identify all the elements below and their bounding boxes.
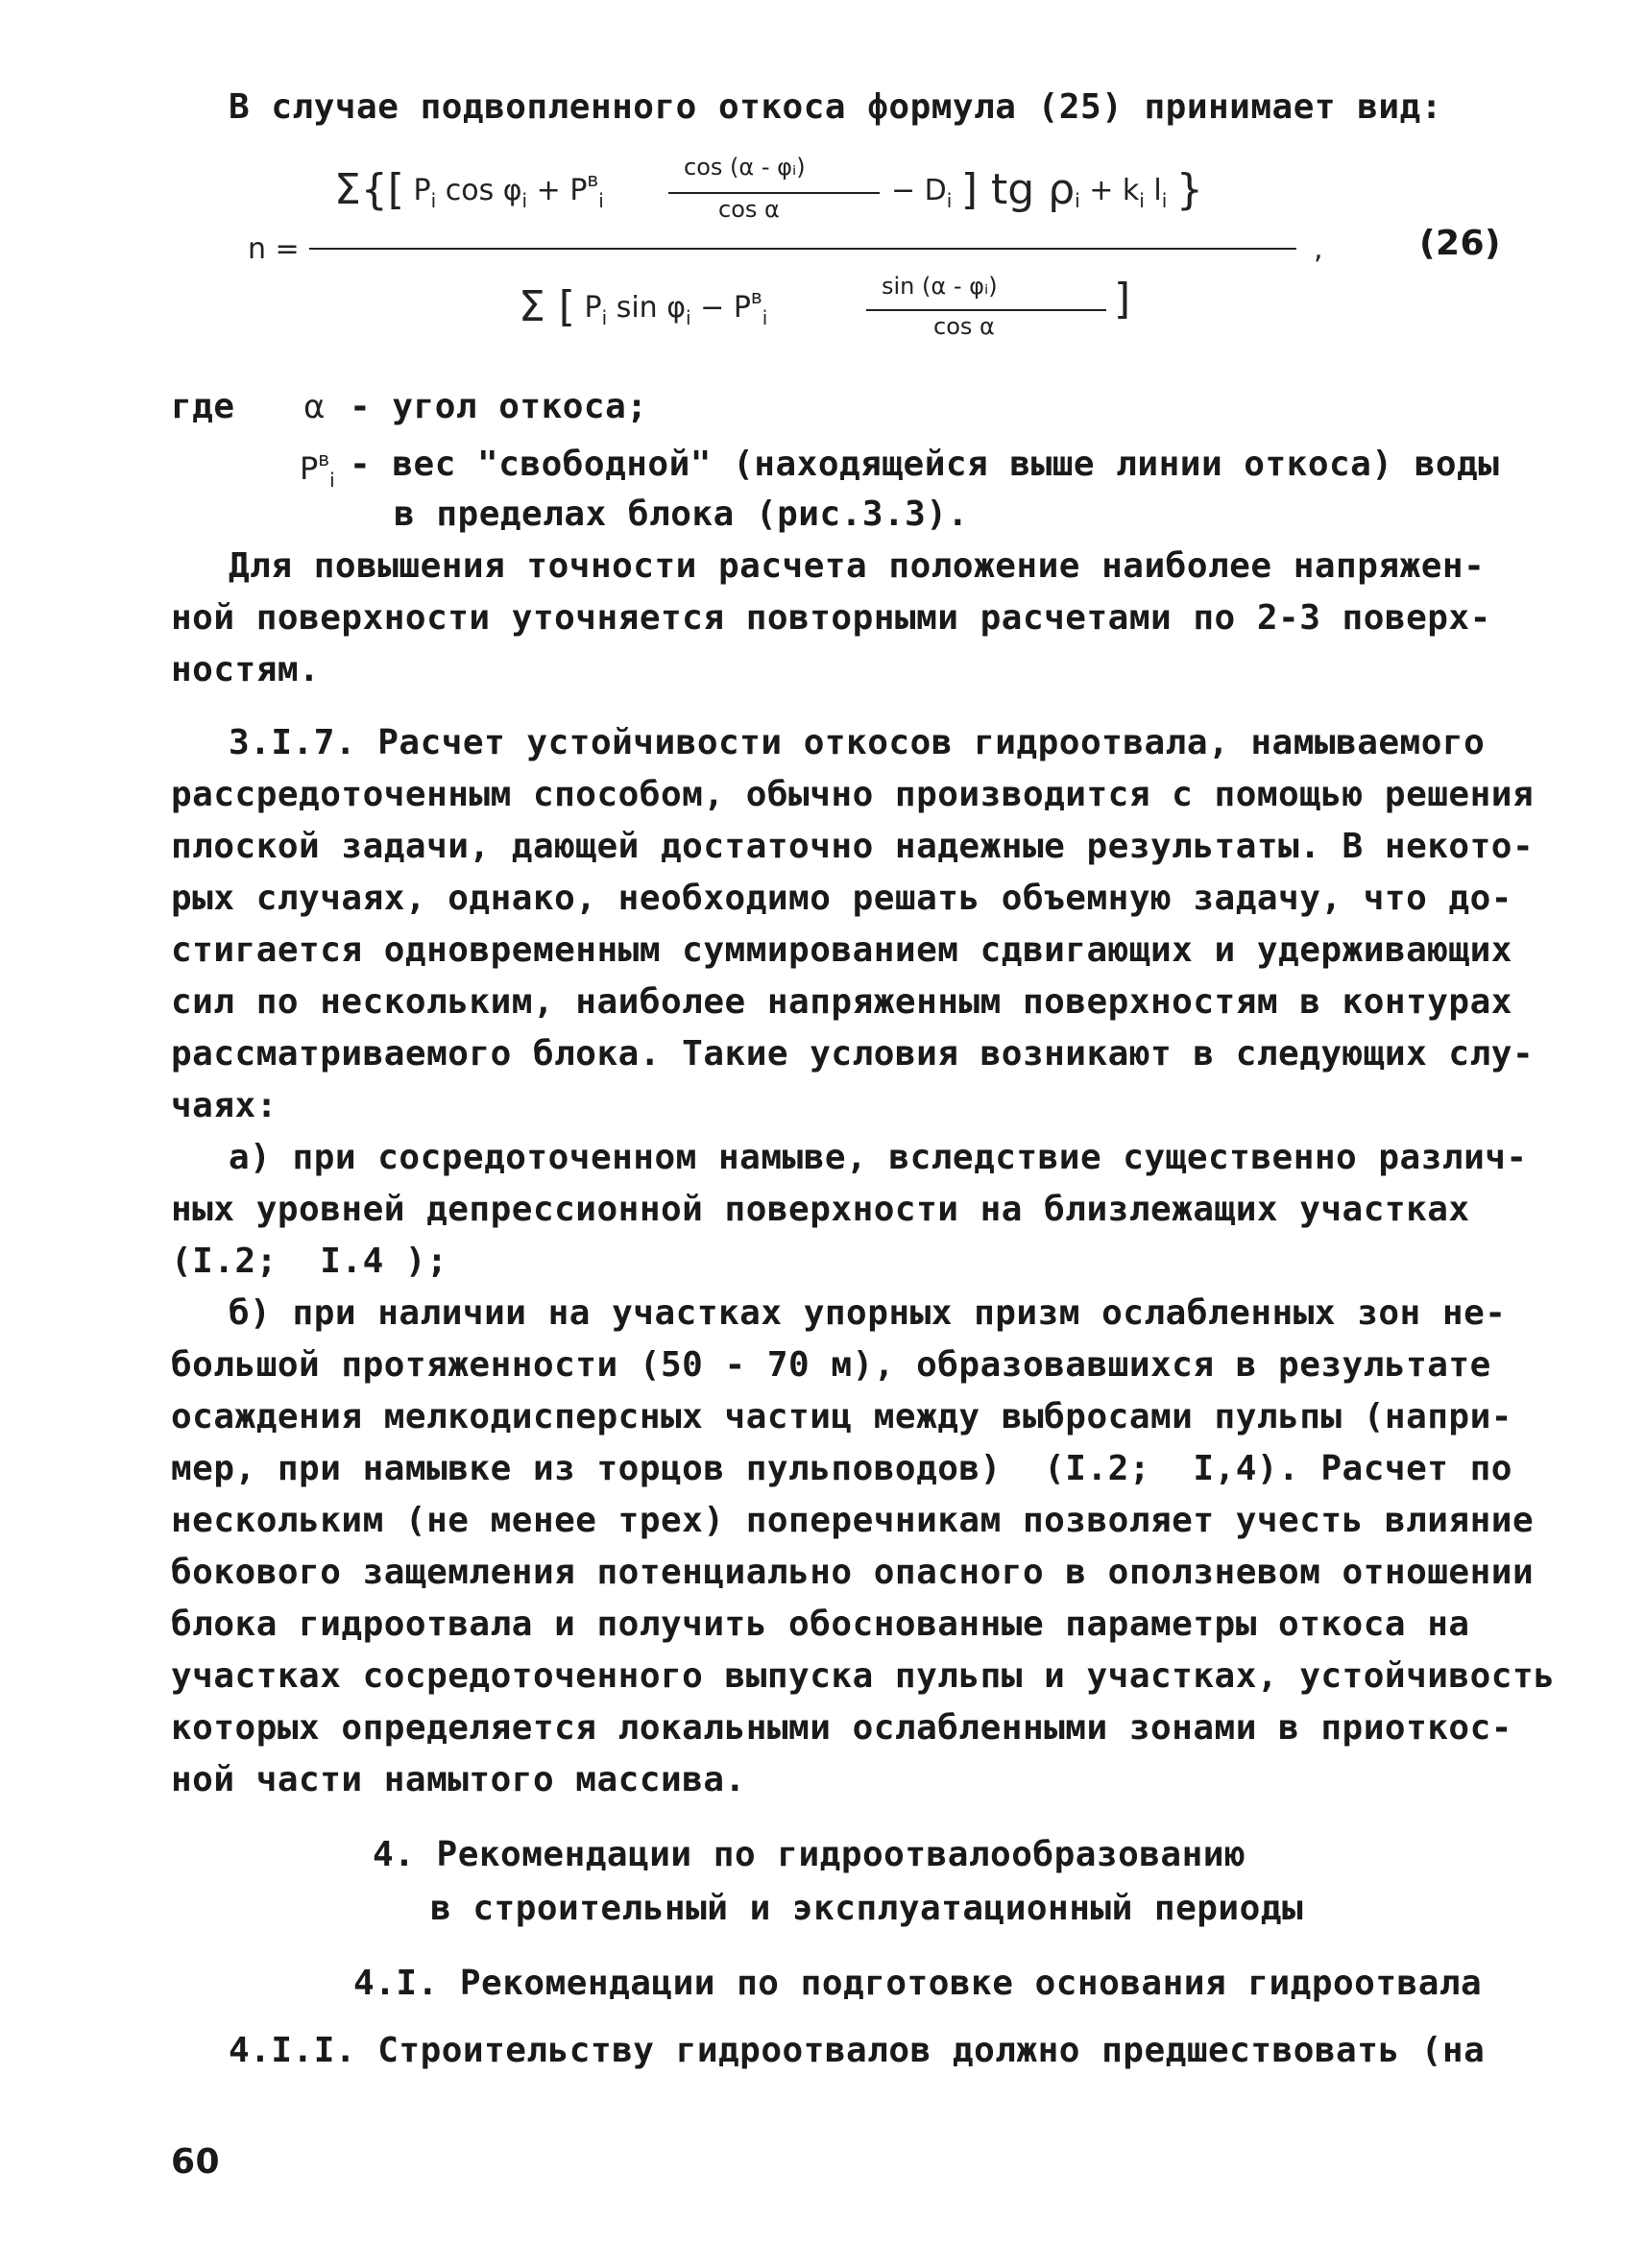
section-4-1-heading: 4.I. Рекомендации по подготовке основания гидроотвала: [353, 1964, 1483, 2003]
den-pb-sub: i: [762, 306, 768, 329]
num-plus: +: [536, 174, 561, 207]
num-d-sub: i: [946, 189, 953, 212]
item-b-line-3: осаждения мелкодисперсных частиц между выбросами пульпы (напри-: [171, 1397, 1512, 1436]
item-b-line-10: ной части намытого массива.: [171, 1760, 746, 1799]
para2-line-7: рассматриваемого блока. Такие условия возникают в следующих слу-: [171, 1034, 1535, 1074]
den-p1-sub: i: [601, 306, 608, 329]
den-open: Σ [: [519, 282, 575, 331]
item-b-line-6: бокового защемления потенциально опасного в оползневом отношении: [171, 1553, 1535, 1592]
page-number: 60: [171, 2142, 221, 2182]
den-frac-top: sin (α - φᵢ): [882, 273, 998, 300]
den-sin-phi: sin φ: [616, 291, 687, 325]
num-p1-sub: i: [430, 189, 437, 212]
pb-definition-2: в пределах блока (рис.3.3).: [394, 495, 969, 534]
den-minus: −: [700, 291, 725, 325]
num-cos-phi: cos φ: [445, 174, 522, 207]
item-b-line-2: большой протяженности (50 - 70 м), образовавшихся в результате: [171, 1345, 1491, 1385]
where-label: где: [171, 387, 235, 426]
pb-symbol-sup: в: [318, 447, 330, 470]
item-a-line-1: а) при сосредоточенном намыве, вследствие существенно различ-: [229, 1138, 1528, 1177]
formula-trailing-comma: ,: [1314, 232, 1323, 266]
den-frac-bar: [866, 309, 1106, 311]
para2-line-6: сил по нескольким, наиболее напряженным поверхностям в контурах: [171, 982, 1512, 1022]
para2-line-4: рых случаях, однако, необходимо решать объемную задачу, что до-: [171, 879, 1512, 918]
num-cos-phi-sub: i: [521, 189, 528, 212]
formula-lhs: n =: [248, 232, 300, 266]
para1-line-1: Для повышения точности расчета положение наиболее напряжен-: [229, 546, 1486, 586]
den-close: ]: [1114, 275, 1131, 324]
para2-line-1: 3.I.7. Расчет устойчивости откосов гидроотвала, намываемого: [229, 723, 1486, 762]
para2-line-8: чаях:: [171, 1086, 278, 1125]
section-4-heading-2: в строительный и эксплуатационный периоды: [430, 1889, 1304, 1928]
item-b-line-9: которых определяется локальными ослабленными зонами в приоткос-: [171, 1708, 1512, 1748]
equation-number: (26): [1419, 224, 1502, 263]
num-minus-d: − D: [891, 174, 947, 207]
num-plus-k: + k: [1089, 174, 1140, 207]
pb-symbol-letter: P: [300, 450, 319, 487]
formula-numerator-tail: [891, 165, 1203, 214]
num-pb-sub: i: [598, 189, 604, 212]
para1-line-3: ностям.: [171, 650, 321, 689]
item-b-line-4: мер, при намывке из торцов пульповодов) (I.2; I,4). Расчет по: [171, 1449, 1512, 1488]
num-close-tg: ] tg ρ: [960, 165, 1076, 214]
num-pb: P: [569, 174, 588, 207]
para2-line-3: плоской задачи, дающей достаточно надежные результаты. В некото-: [171, 827, 1535, 866]
num-l-sub: i: [1161, 189, 1168, 212]
item-b-line-7: блока гидроотвала и получить обоснованные параметры откоса на: [171, 1604, 1470, 1644]
pb-symbol-sub: i: [329, 469, 335, 492]
pb-symbol: [300, 447, 335, 492]
section-4-heading-1: 4. Рекомендации по гидроотвалообразованию: [373, 1835, 1246, 1874]
den-p1: P: [584, 291, 602, 325]
den-pb: P: [733, 291, 751, 325]
formula-numerator: [334, 165, 604, 214]
item-b-line-5: нескольким (не менее трех) поперечникам позволяет учесть влияние: [171, 1501, 1535, 1540]
intro-line: В случае подвопленного откоса формула (25) принимает вид:: [229, 87, 1442, 127]
main-fraction-bar: [309, 248, 1296, 250]
num-close: }: [1175, 165, 1203, 214]
para-4-1-1: 4.I.I. Строительству гидроотвалов должно предшествовать (на: [229, 2031, 1486, 2070]
item-b-line-8: участках сосредоточенного выпуска пульпы и участках, устойчивость: [171, 1656, 1556, 1696]
num-frac-bar: [668, 192, 880, 194]
den-frac-bot: cos α: [933, 313, 995, 340]
num-pb-sup: в: [587, 168, 599, 191]
para2-line-5: стигается одновременным суммированием сдвигающих и удерживающих: [171, 930, 1512, 970]
num-k-sub: i: [1139, 189, 1145, 212]
num-open: Σ{[: [334, 165, 404, 214]
num-p1: P: [413, 174, 431, 207]
alpha-definition: - угол откоса;: [350, 387, 648, 426]
den-sin-phi-sub: i: [686, 306, 691, 329]
item-a-line-2: ных уровней депрессионной поверхности на близлежащих участках: [171, 1190, 1470, 1229]
num-frac-top: cos (α - φᵢ): [684, 154, 806, 181]
num-frac-bot: cos α: [718, 196, 780, 223]
para2-line-2: рассредоточенным способом, обычно производится с помощью решения: [171, 775, 1535, 814]
item-b-line-1: б) при наличии на участках упорных призм ослабленных зон не-: [229, 1293, 1507, 1333]
item-a-line-3: (I.2; I.4 );: [171, 1242, 448, 1281]
pb-definition-1: - вес "свободной" (находящейся выше линии откоса) воды: [350, 445, 1500, 484]
formula-denominator: [519, 282, 767, 331]
num-l: l: [1153, 174, 1162, 207]
num-tg-sub: i: [1075, 189, 1080, 212]
den-pb-sup: в: [750, 285, 762, 308]
alpha-symbol: α: [303, 388, 326, 426]
para1-line-2: ной поверхности уточняется повторными расчетами по 2-3 поверх-: [171, 598, 1491, 638]
